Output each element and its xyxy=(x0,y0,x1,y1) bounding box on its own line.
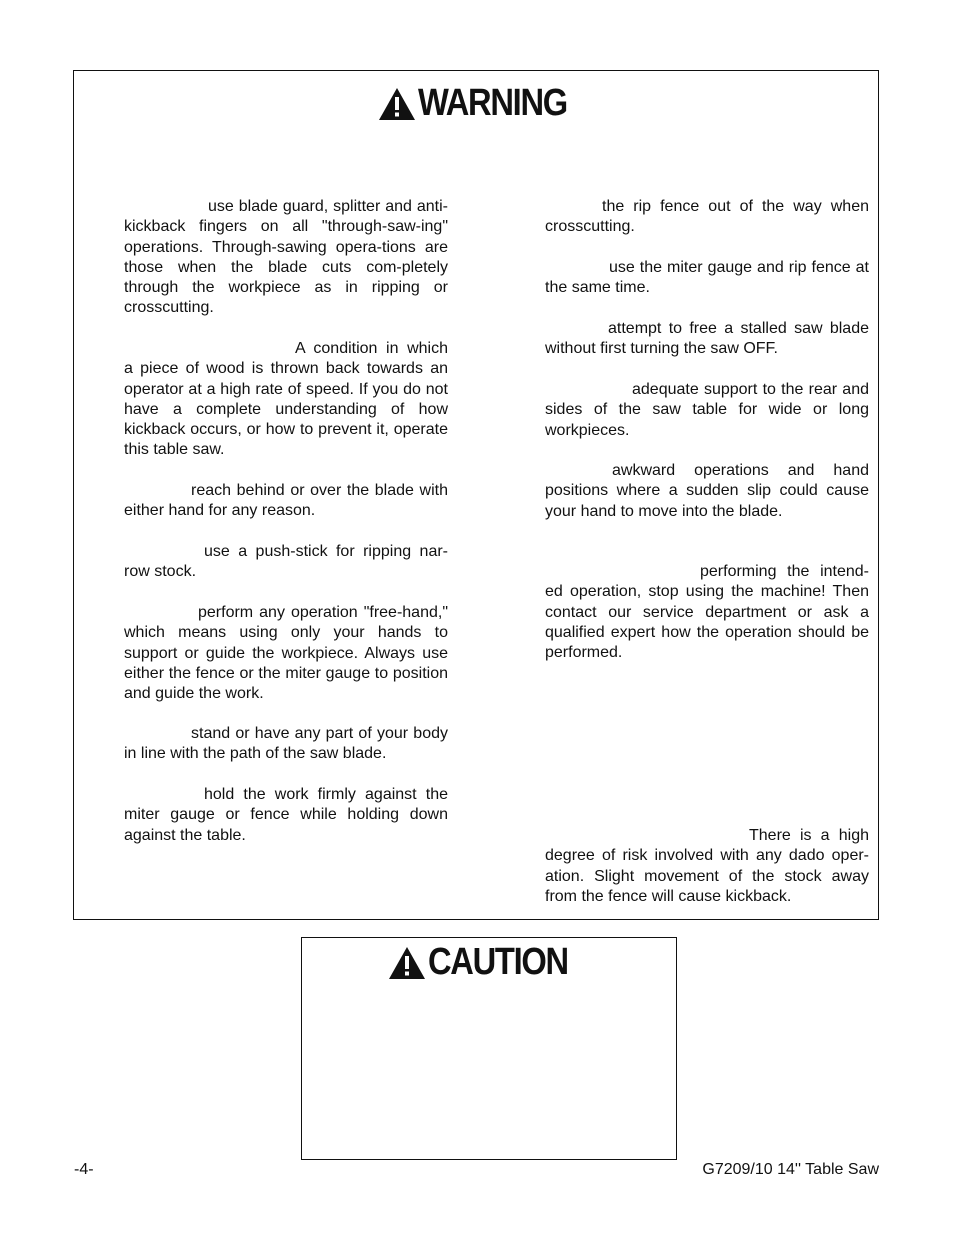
warning-item: reach behind or over the blade with either hand for any reason. xyxy=(124,482,448,520)
warning-item: attempt to free a stalled saw blade without first turning the saw OFF. xyxy=(545,320,869,358)
warning-item: the rip fence out of the way when crosscutting. xyxy=(545,198,869,236)
warning-item: stand or have any part of your body in line with the path of the saw blade. xyxy=(124,725,448,763)
warning-item: performing the intend-ed operation, stop using the machine! Then contact our service department or ask a qualified expert how the operation should be performed. xyxy=(545,563,869,662)
warning-item: awkward operations and hand positions where a sudden slip could cause your hand to move into the blade. xyxy=(545,462,869,520)
alert-triangle-icon xyxy=(378,87,416,121)
warning-item: perform any operation "free-hand," which means using only your hands to support or guide the workpiece. Always use either the fence or the miter gauge to position and guide the work. xyxy=(124,604,448,703)
page-number: -4- xyxy=(74,1161,94,1178)
warning-heading: WARNING xyxy=(418,82,567,124)
warning-item: use blade guard, splitter and anti-kickback fingers on all "through-saw-ing" operations. Through-sawing opera-tions are those when the blade cuts com-pletely through the workpiece as in ripping or crosscutting. xyxy=(124,198,448,317)
warning-item: use a push-stick for ripping nar-row stock. xyxy=(124,543,448,581)
caution-heading: CAUTION xyxy=(428,941,568,983)
warning-item: hold the work firmly against the miter gauge or fence while holding down against the table. xyxy=(124,786,448,844)
warning-item: A condition in which a piece of wood is thrown back towards an operator at a high rate of speed. If you do not have a complete understanding of how kickback occurs, or how to prevent it, operate this table saw. xyxy=(124,340,448,459)
warning-item: There is a high degree of risk involved with any dado oper-ation. Slight movement of the stock away from the fence will cause kickback. xyxy=(545,827,869,905)
warning-banner xyxy=(378,82,591,125)
warning-item: use the miter gauge and rip fence at the same time. xyxy=(545,259,869,297)
warning-item: adequate support to the rear and sides of the saw table for wide or long workpieces. xyxy=(545,381,869,439)
caution-banner xyxy=(388,941,591,984)
alert-triangle-icon xyxy=(388,946,426,980)
footer-model: G7209/10 14'' Table Saw xyxy=(702,1161,879,1178)
